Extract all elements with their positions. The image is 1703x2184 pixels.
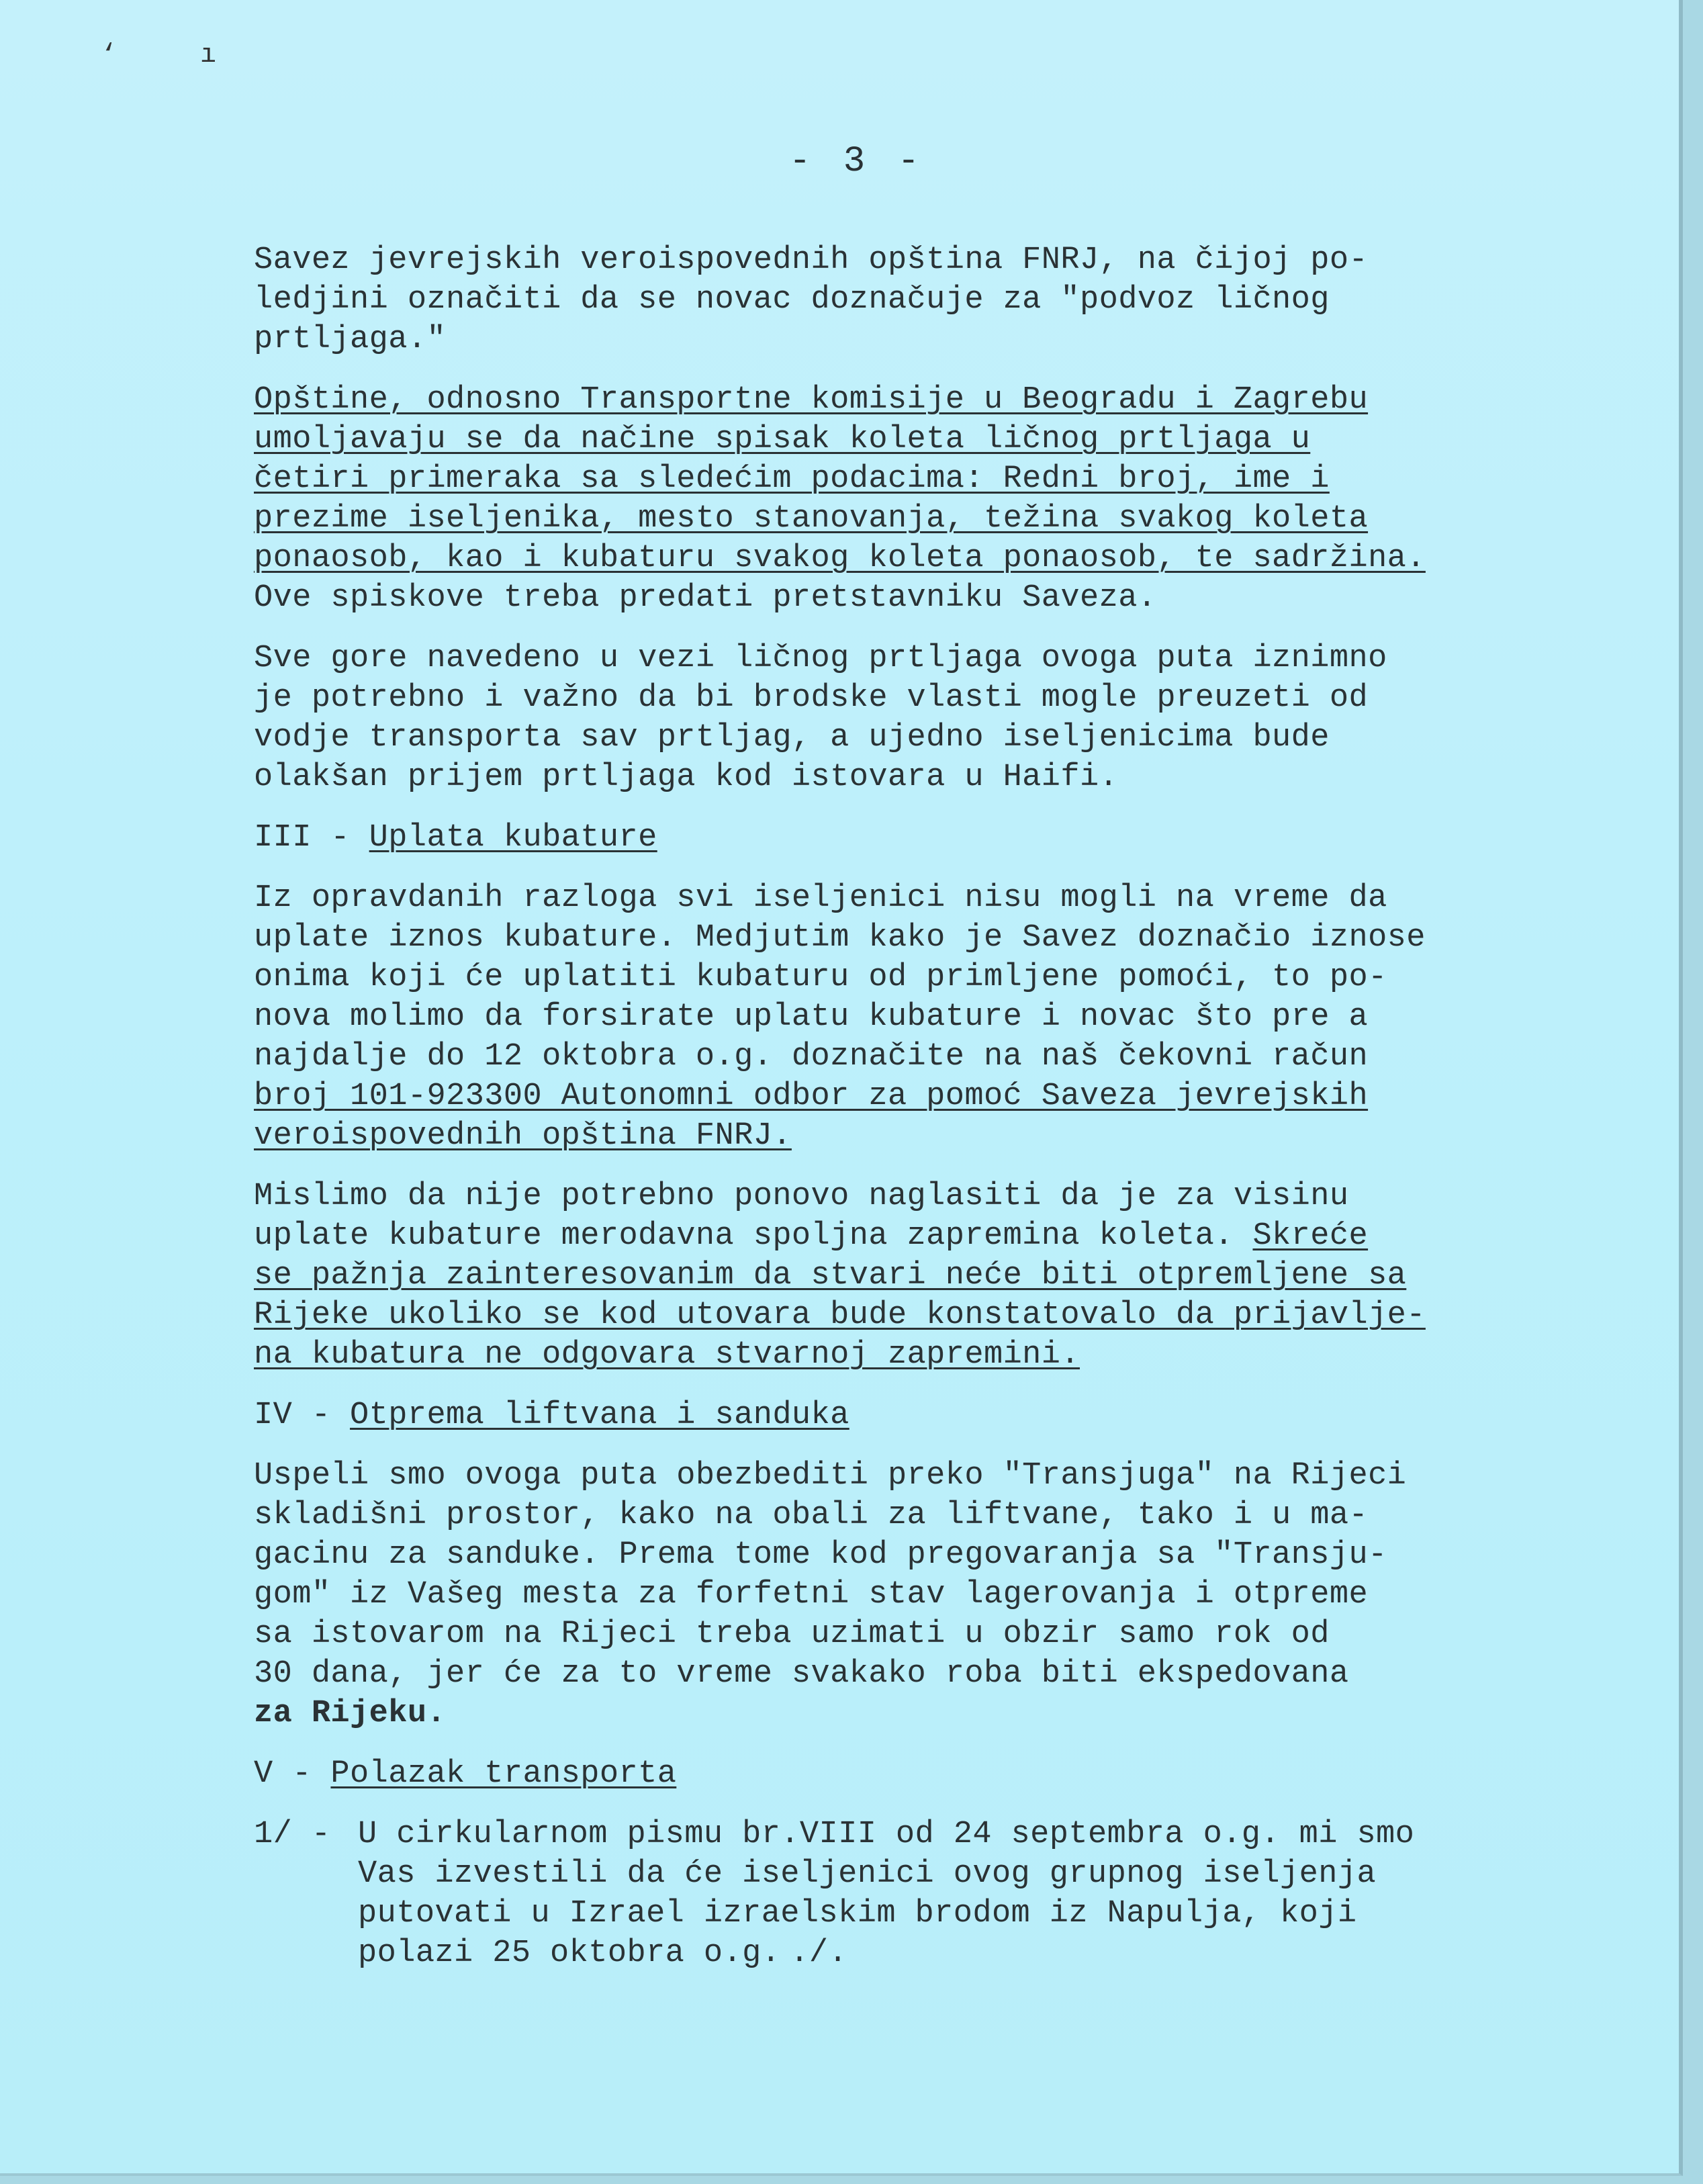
underlined-text-line: četiri primeraka sa sledećim podacima: Redni broj, ime i (254, 461, 1330, 497)
underlined-text-line: ponaosob, kao i kubaturu svakog koleta ponaosob, te sadržina. (254, 541, 1426, 576)
text-line: olakšan prijem prtljaga kod istovara u Haifi. (254, 760, 1119, 795)
section-number: IV - (254, 1398, 351, 1433)
text-line: onima koji će uplatiti kubaturu od primljene pomoći, to po- (254, 960, 1387, 995)
text-line: Ove spiskove treba predati pretstavniku Saveza. (254, 580, 1157, 616)
text-line (254, 1216, 1530, 1256)
page-number: - 3 - (789, 141, 925, 182)
numbered-item-1 (254, 1815, 1530, 1973)
text-line: najdalje do 12 oktobra o.g. doznačite na naš čekovni račun (254, 1039, 1369, 1075)
underlined-text-line: na kubatura ne odgovara stvarnoj zapremini. (254, 1337, 1080, 1373)
text-segment: uplate kubature merodavna spoljna zapremina koleta. (254, 1218, 1253, 1254)
text-line: gom" iz Vašeg mesta za forfetni stav lagerovanja i otpreme (254, 1577, 1369, 1612)
text-line: skladišni prostor, kako na obali za liftvane, tako i u ma- (254, 1498, 1369, 1533)
letter-body (254, 240, 1530, 1973)
text-line: 30 dana, jer će za to vreme svakako roba biti ekspedovana (254, 1656, 1349, 1692)
underlined-text-line: Opštine, odnosno Transportne komisije u Beogradu i Zagrebu (254, 382, 1369, 418)
item-body (358, 1815, 1530, 1973)
underlined-text-line: Rijeke ukoliko se kod utovara bude konstatovalo da prijavlje- (254, 1298, 1426, 1333)
section-heading-v (254, 1754, 1530, 1794)
section-number: III - (254, 820, 369, 856)
bold-text-line: za Rijeku. (254, 1696, 447, 1731)
paragraph-liftvan-shipping (254, 1456, 1530, 1733)
underlined-text-line: prezime iseljenika, mesto stanovanja, težina svakog koleta (254, 501, 1369, 537)
text-line: Savez jevrejskih veroispovednih opština FNRJ, na čijoj po- (254, 242, 1369, 278)
text-line: Iz opravdanih razloga svi iseljenici nisu mogli na vreme da (254, 880, 1387, 916)
text-segment: polazi 25 oktobra o.g. (358, 1936, 781, 1971)
section-number: V - (254, 1756, 331, 1792)
paragraph-luggage-list (254, 380, 1530, 618)
text-line: prtljaga." (254, 322, 447, 357)
section-heading-iii (254, 818, 1530, 858)
text-line: Sve gore navedeno u vezi ličnog prtljaga ovoga puta iznimno (254, 641, 1387, 676)
item-number: 1/ - (254, 1817, 331, 1852)
text-line: ledjini označiti da se novac doznačuje za "podvoz ličnog (254, 282, 1330, 318)
section-heading-iv (254, 1396, 1530, 1435)
text-line: sa istovarom na Rijeci treba uzimati u obzir samo rok od (254, 1617, 1330, 1652)
paragraph-payment-note (254, 240, 1530, 359)
text-line: uplate iznos kubature. Medjutim kako je Savez doznačio iznose (254, 920, 1426, 956)
text-line: Uspeli smo ovoga puta obezbediti preko "Transjuga" na Rijeci (254, 1458, 1407, 1494)
underlined-text-line: umoljavaju se da načine spisak koleta ličnog prtljaga u (254, 422, 1311, 457)
section-title: Otprema liftvana i sanduka (350, 1398, 849, 1433)
continuation-mark: ./. (790, 1936, 848, 1971)
paragraph-luggage-importance (254, 639, 1530, 797)
underlined-text-line: veroispovednih opština FNRJ. (254, 1118, 792, 1154)
underlined-text-line: se pažnja zainteresovanim da stvari neće biti otpremljene sa (254, 1258, 1407, 1293)
text-line: U cirkularnom pismu br.VIII od 24 septembra o.g. mi smo (358, 1817, 1415, 1852)
text-line: putovati u Izrael izraelskim brodom iz Napulja, koji (358, 1896, 1357, 1931)
text-line: Vas izvestili da će iseljenici ovog grupnog iseljenja (358, 1856, 1377, 1892)
text-line (358, 1933, 1530, 1973)
text-line: Mislimo da nije potrebno ponovo naglasiti da je za visinu (254, 1179, 1349, 1214)
section-title: Uplata kubature (369, 820, 657, 856)
text-line: nova molimo da forsirate uplatu kubature i novac što pre a (254, 999, 1369, 1035)
section-title: Polazak transporta (330, 1756, 677, 1792)
margin-mark: ‘ (101, 40, 118, 71)
text-line: gacinu za sanduke. Prema tome kod pregovaranja sa "Transju- (254, 1537, 1387, 1573)
paragraph-cubature-volume (254, 1177, 1530, 1375)
underlined-text-line: broj 101-923300 Autonomni odbor za pomoć Saveza jevrejskih (254, 1079, 1369, 1114)
paragraph-cubature-payment (254, 878, 1530, 1156)
margin-mark: ı (200, 40, 217, 71)
text-line: je potrebno i važno da bi brodske vlasti mogle preuzeti od (254, 680, 1369, 716)
underlined-text-segment: Skreće (1252, 1218, 1369, 1254)
text-line: vodje transporta sav prtljag, a ujedno iseljenicima bude (254, 720, 1330, 756)
